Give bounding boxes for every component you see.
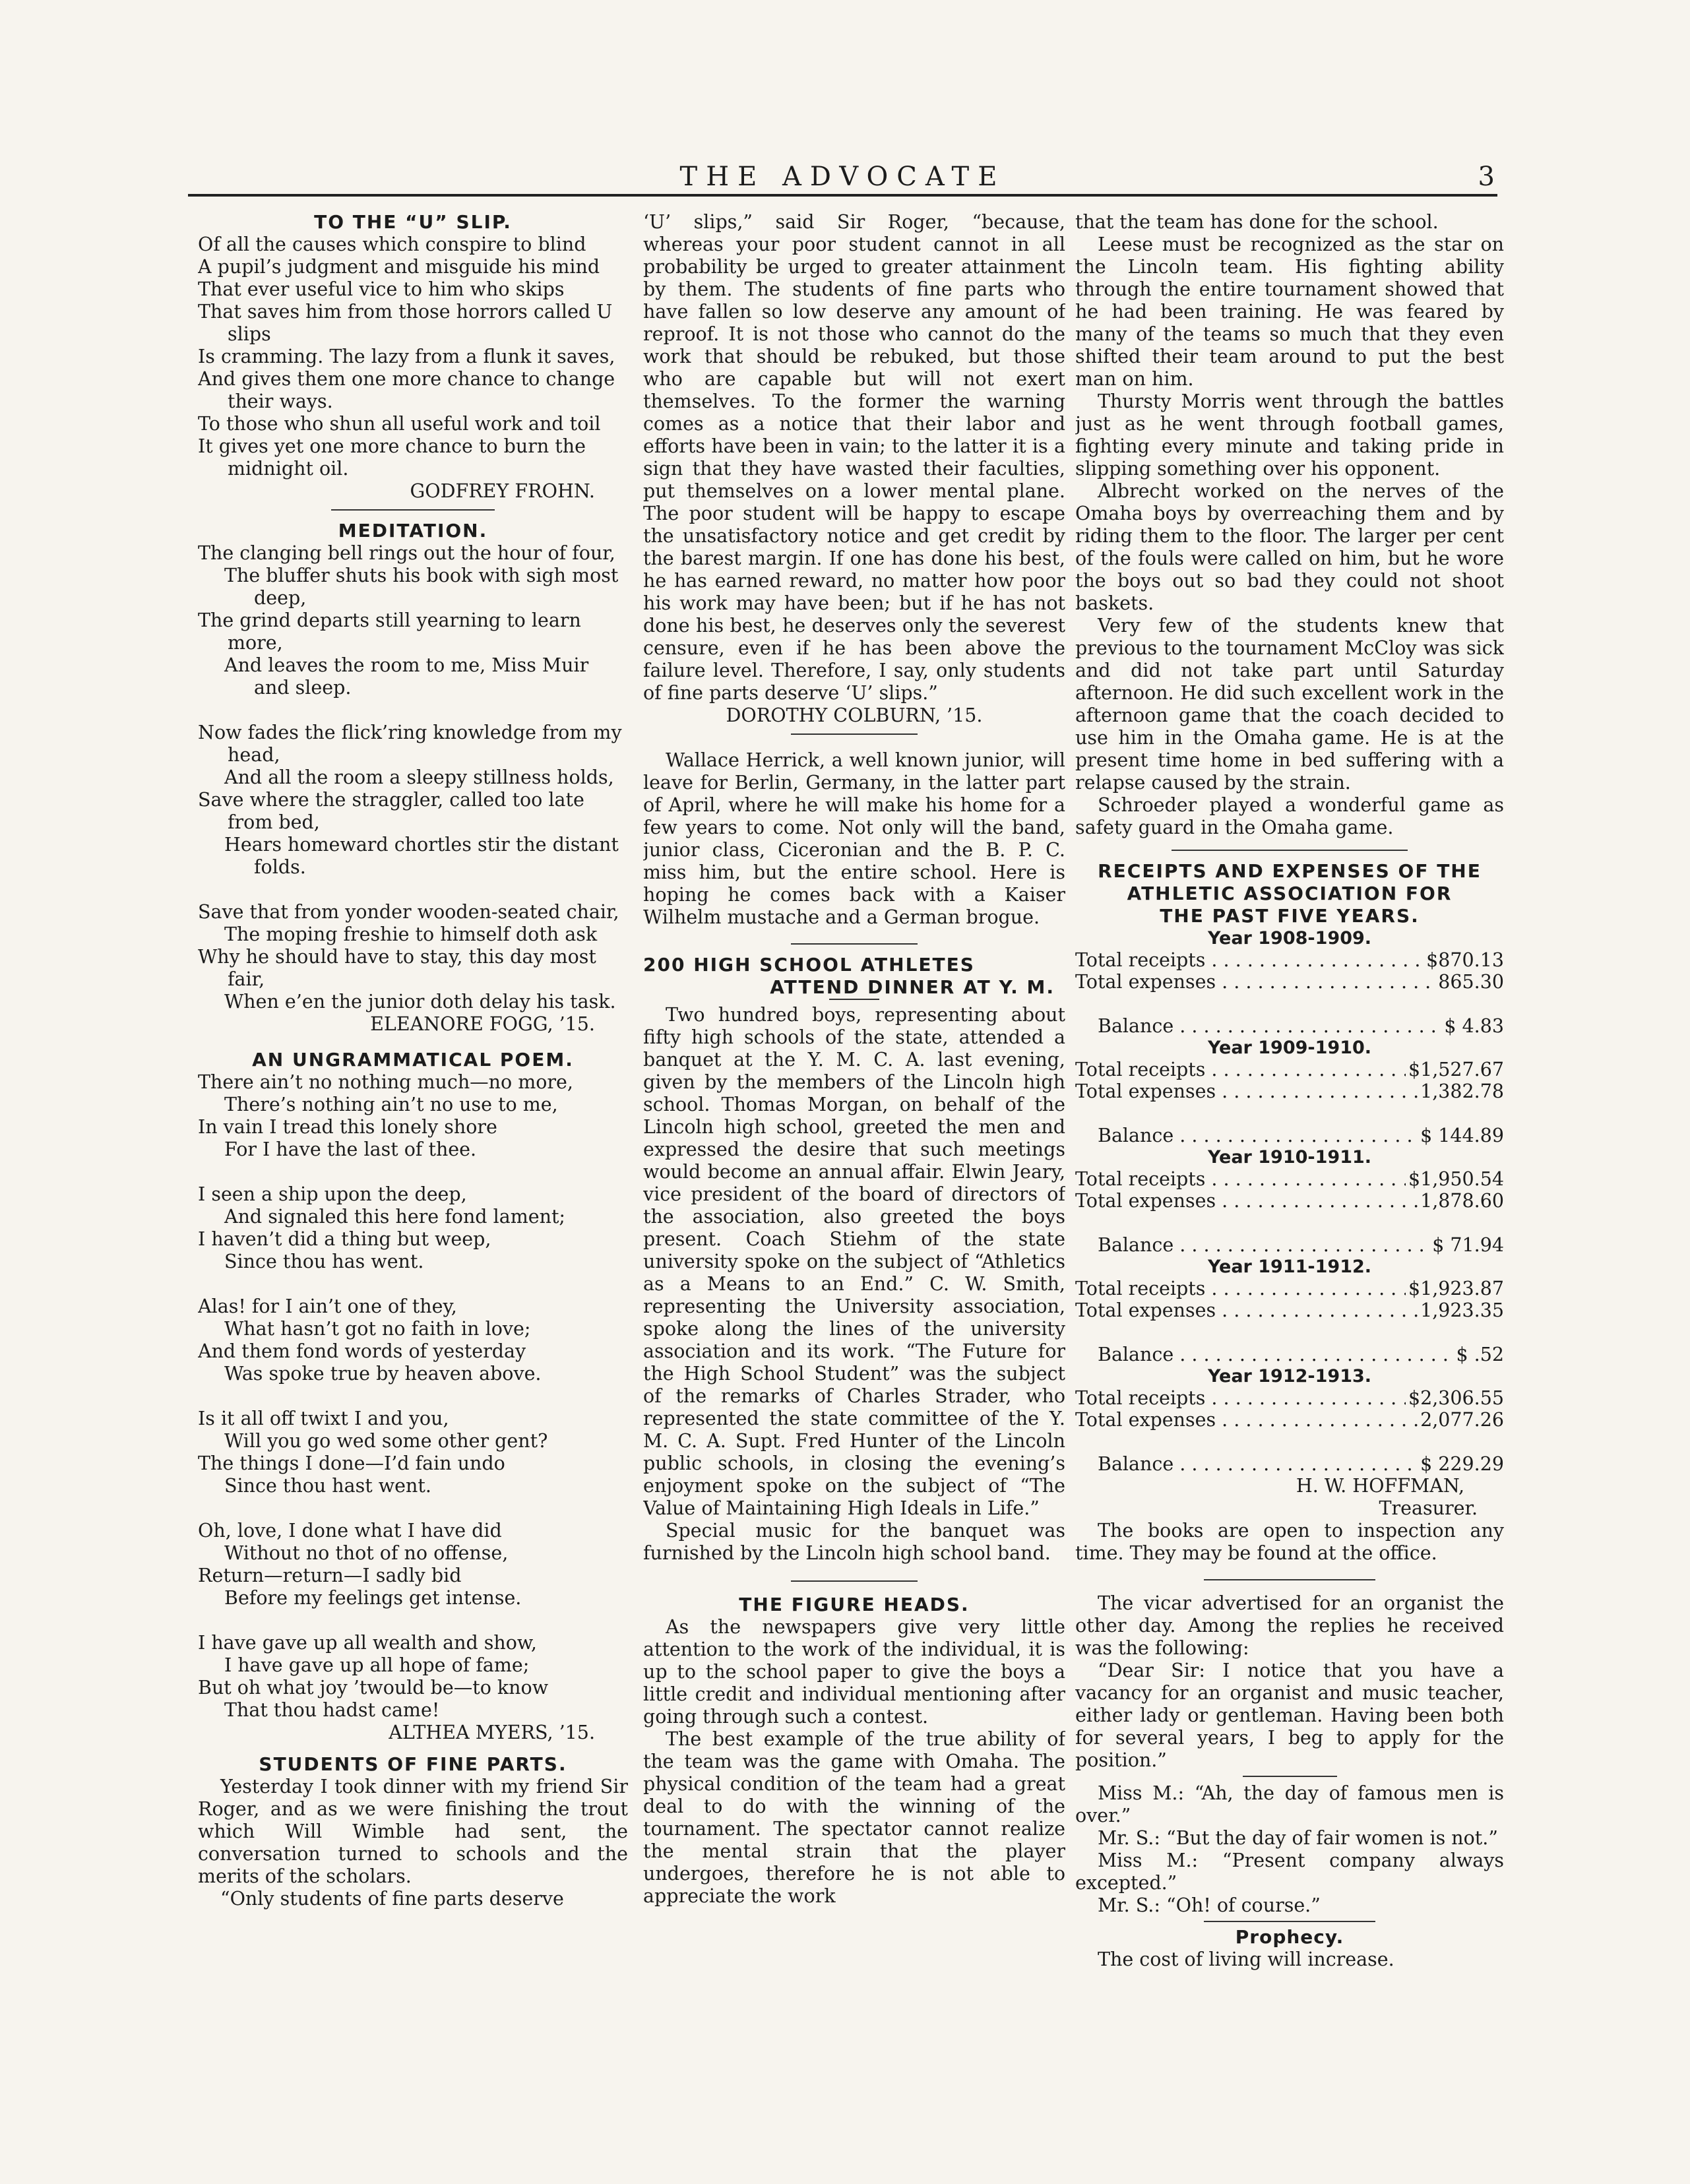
u-slip-title: TO THE “U” SLIP.: [314, 211, 512, 233]
year-heading: Year 1909-1910.: [1207, 1038, 1372, 1058]
divider: [1243, 1776, 1337, 1777]
receipts-amount: $2,306.55: [1408, 1387, 1504, 1409]
athletes-paragraph: Two hundred boys, representing about fifty high schools of the state, attended a banquet at the Y. M. C. A. last evening, given by the members of the Lincoln high school. Thomas Morgan, on behalf of the Lincoln high school, greeted the men and expressed the desire that such meetings would become an annual affair. Elwin Jeary, vice president of the board of directors of the association, also greeted the boys present. Coach Stiehm of the state university spoke on the subject of “Athletics as a Means to an End.” C. W. Smith, representing the University association, spoke along the lines of the university association and its work. “The Future for the High School Student” was the subject of the remarks of Charles Strader, who represented the state committee of the Y. M. C. A. Supt. Fred Hunter of the Lincoln public schools, in closing the evening’s enjoyment spoke on the subject of “The Value of Maintaining High Ideals in Life.”: [643, 1004, 1065, 1519]
expenses-label: Total expenses . . .: [1075, 1190, 1418, 1212]
poem-line: And them fond words of yesterday: [198, 1340, 526, 1362]
page-number: 3: [1478, 162, 1495, 192]
poem-line: And leaves the room to me, Miss Muir and sleep.: [224, 654, 589, 699]
balance-row: [1098, 1344, 1504, 1365]
balance-row: [1098, 1125, 1504, 1146]
herrick-paragraph: Wallace Herrick, a well known junior, will leave for Berlin, Germany, in the latter part of April, where he will make his home for a few years to come. Not only will the band, junior class, Ciceronian and the B. P. C. miss him, but the entire school. Here is hoping he comes back with a Kaiser Wilhelm mustache and a German brogue.: [643, 749, 1065, 928]
poem-line: To those who shun all useful work and toil: [198, 413, 601, 435]
poem-line: For I have the last of thee.: [224, 1139, 477, 1160]
balance-label: Balance . . .: [1098, 1015, 1441, 1037]
dialogue-line: Mr. S.: “Oh! of course.”: [1098, 1894, 1321, 1916]
poem-line: Save where the straggler, called too late from bed,: [198, 789, 584, 833]
vicar-paragraph: The vicar advertised for an organist the other day. Among the replies he received was the following:: [1075, 1592, 1504, 1659]
balance-row: [1098, 1234, 1504, 1256]
receipts-amount: $1,950.54: [1408, 1168, 1504, 1190]
balance-row: [1098, 1453, 1504, 1475]
receipts-title: [1075, 860, 1504, 927]
balance-label: Balance . . .: [1098, 1234, 1429, 1256]
mccloy-paragraph: Very few of the students knew that previous to the tournament McCloy was sick and did not take part until Saturday afternoon. He did such excellent work in the afternoon game that the coach decided to use him in the Omaha game. He is at the present time home in bed suffering with a relapse caused by the strain.: [1075, 615, 1504, 794]
year-heading: Year 1912-1913.: [1207, 1366, 1372, 1387]
receipts-row: [1075, 1059, 1504, 1080]
receipts-amount: $1,923.87: [1408, 1278, 1504, 1299]
treasurer-name: H. W. HOFFMAN,: [1296, 1475, 1464, 1497]
masthead-title: THE ADVOCATE: [679, 162, 1006, 192]
expenses-row: [1075, 971, 1504, 993]
poem-line: Of all the causes which conspire to blind: [198, 234, 586, 255]
year-block: [1075, 927, 1504, 1037]
poem-line: And signaled this here fond lament;: [224, 1206, 566, 1228]
poem-line: When e’en the junior doth delay his task.: [224, 991, 616, 1013]
expenses-amount: 1,923.35: [1420, 1299, 1504, 1321]
stanza-gap: [198, 1609, 628, 1632]
poem-line: I haven’t did a thing but weep,: [198, 1228, 491, 1250]
poem-line: It gives yet one more chance to burn the midnight oil.: [198, 435, 586, 480]
receipts-table: [1075, 927, 1504, 1475]
poem-line: I seen a ship upon the deep,: [198, 1183, 467, 1205]
year-heading: Year 1911-1912.: [1207, 1257, 1372, 1277]
prophecy-title: Prophecy.: [1235, 1926, 1344, 1948]
poem-line: There ain’t no nothing much—no more,: [198, 1071, 573, 1093]
poem-line: That thou hadst came!: [224, 1699, 440, 1721]
u-slip-author: GODFREY FROHN.: [410, 480, 595, 502]
year-block: [1075, 1256, 1504, 1365]
poem-line: The bluffer shuts his book with sigh most deep,: [224, 565, 619, 609]
treasurer-title: Treasurer.: [1379, 1497, 1478, 1519]
divider: [331, 509, 495, 511]
ungrammatical-poem: [198, 1071, 628, 1722]
divider: [1204, 1921, 1375, 1922]
poem-line: And gives them one more chance to change their ways.: [198, 368, 615, 412]
expenses-label: Total expenses . . .: [1075, 1409, 1418, 1431]
athletes-paragraph: Special music for the banquet was furnished by the Lincoln high school band.: [643, 1520, 1065, 1564]
poem-line: Is it all off twixt I and you,: [198, 1408, 449, 1429]
receipts-label: Total receipts . . .: [1075, 1168, 1406, 1190]
poem-line: And all the room a sleepy stillness holds,: [224, 766, 614, 788]
expenses-amount: 1,878.60: [1420, 1190, 1504, 1212]
athletes-title: [643, 954, 1065, 999]
schroeder-paragraph: Schroeder played a wonderful game as safety guard in the Omaha game.: [1075, 794, 1504, 838]
vicar-letter: “Dear Sir: I notice that you have a vacancy for an organist and music teacher, either lady or gentleman. Having been both for several years, I beg to apply for the position.”: [1075, 1660, 1504, 1771]
expenses-amount: 2,077.26: [1420, 1409, 1504, 1431]
poem-line: A pupil’s judgment and misguide his mind: [198, 256, 600, 278]
fine-parts-paragraph: “Only students of fine parts deserve: [220, 1888, 564, 1910]
poem-line: Now fades the flick’ring knowledge from my head,: [198, 722, 622, 766]
athletes-title-line-2: ATTEND DINNER AT Y. M.: [770, 976, 1055, 998]
expenses-label: Total expenses . . .: [1075, 971, 1435, 993]
athletes-title-line-1: 200 HIGH SCHOOL ATHLETES: [643, 954, 975, 976]
poem-line: The clanging bell rings out the hour of four,: [198, 542, 615, 564]
receipts-row: [1075, 1387, 1504, 1409]
balance-label: Balance . . .: [1098, 1125, 1418, 1146]
figure-heads-continued: that the team has done for the school.: [1075, 211, 1439, 233]
divider: [791, 943, 918, 945]
stanza-gap: [198, 699, 628, 722]
leese-paragraph: Leese must be recognized as the star on the Lincoln team. His fighting ability through the entire tournament showed that he had been training. He was feared by many of the teams so much that they even shifted their team around to put the best man on him.: [1075, 234, 1504, 390]
poem-line: Hears homeward chortles stir the distant folds.: [224, 834, 619, 878]
balance-amount: $ 144.89: [1420, 1125, 1504, 1146]
expenses-row: [1075, 1190, 1504, 1212]
poem-line: Without no thot of no offense,: [224, 1542, 509, 1564]
fine-parts-title: STUDENTS OF FINE PARTS.: [259, 1753, 567, 1775]
expenses-label: Total expenses . . .: [1075, 1299, 1418, 1321]
balance-label: Balance . . .: [1098, 1453, 1418, 1475]
balance-label: Balance . . .: [1098, 1344, 1453, 1365]
receipts-title-line-3: THE PAST FIVE YEARS.: [1160, 905, 1420, 927]
poem-line: Before my feelings get intense.: [224, 1587, 522, 1609]
poem-line: I have gave up all wealth and show,: [198, 1632, 537, 1654]
fine-parts-continued: ‘U’ slips,” said Sir Roger, “because, whereas your poor student cannot in all probability be urged to greater attainment by them. The students of fine parts who have fallen so low deserve any amount of reproof. It is not those who cannot do the work that should be rebuked, but those who are capable but will not exert themselves. To the former the warning comes as a notice that their labor and efforts have been in vain; to the latter it is a sign that they have wasted their faculties, put themselves on a lower mental plane. The poor student will be happy to escape the unsatisfactory notice and get credit by the barest margin. If one has done his best, he has earned reward, no matter how poor his work may have been; but if he has not done his best, he deserves only the severest censure, even if he has been above the failure level. Therefore, I say, only students of fine parts deserve ‘U’ slips.”: [643, 211, 1065, 704]
poem-line: That ever useful vice to him who skips: [198, 278, 565, 300]
dialogue-line: Mr. S.: “But the day of fair women is not.”: [1098, 1827, 1498, 1849]
poem-line: I have gave up all hope of fame;: [224, 1654, 530, 1676]
figure-heads-paragraph: The best example of the true ability of the team was the game with Omaha. The physical condition of the team had a great deal to do with the winning of the tournament. The spectator cannot realize the mental strain that the player undergoes, therefore he is not able to appreciate the work: [643, 1728, 1065, 1907]
figure-heads-title: THE FIGURE HEADS.: [739, 1594, 970, 1615]
poem-line: Is cramming. The lazy from a flunk it saves,: [198, 346, 615, 367]
prophecy-text: The cost of living will increase.: [1098, 1949, 1394, 1970]
meditation-poem: [198, 542, 628, 1013]
dialogue-line: Miss M.: “Ah, the day of famous men is over.”: [1075, 1782, 1504, 1826]
balance-row: [1098, 1015, 1504, 1037]
receipts-row: [1075, 1278, 1504, 1299]
balance-amount: $ 71.94: [1432, 1234, 1504, 1256]
column-1: [198, 211, 628, 2177]
balance-amount: $ .52: [1456, 1344, 1504, 1365]
balance-amount: $ 4.83: [1444, 1015, 1504, 1037]
receipts-title-line-2: ATHLETIC ASSOCIATION FOR: [1127, 883, 1453, 904]
poem-line: Alas! for I ain’t one of they,: [198, 1295, 457, 1317]
expenses-amount: 1,382.78: [1420, 1080, 1504, 1102]
poem-line: That saves him from those horrors called U slips: [198, 301, 613, 345]
year-block: [1075, 1146, 1504, 1256]
poem-line: The things I done—I’d fain undo: [198, 1452, 505, 1474]
year-block: [1075, 1037, 1504, 1146]
year-heading: Year 1908-1909.: [1207, 928, 1372, 949]
divider: [1172, 850, 1408, 851]
column-2: [643, 211, 1065, 2177]
year-heading: Year 1910-1911.: [1207, 1147, 1372, 1168]
receipts-title-line-1: RECEIPTS AND EXPENSES OF THE: [1098, 860, 1482, 882]
books-note: The books are open to inspection any time. They may be found at the office.: [1075, 1520, 1504, 1564]
stanza-gap: [198, 1273, 628, 1295]
receipts-amount: $1,527.67: [1408, 1059, 1504, 1080]
poem-line: Since thou has went.: [224, 1251, 424, 1272]
poem-line: What hasn’t got no faith in love;: [224, 1318, 531, 1340]
column-3: [1075, 211, 1504, 2177]
meditation-author: ELEANORE FOGG, ’15.: [370, 1013, 595, 1035]
year-block: [1075, 1365, 1504, 1475]
divider: [791, 1580, 918, 1582]
receipts-amount: $870.13: [1426, 949, 1504, 971]
receipts-row: [1075, 1168, 1504, 1190]
ungrammatical-author: ALTHEA MYERS, ’15.: [389, 1722, 595, 1743]
u-slip-poem: [198, 234, 628, 480]
fine-parts-author: DOROTHY COLBURN, ’15.: [726, 704, 983, 726]
albrecht-paragraph: Albrecht worked on the nerves of the Omaha boys by overreaching them and by riding them to the floor. The larger per cent of the fouls were called on him, but he wore the boys out so bad they could not shoot baskets.: [1075, 480, 1504, 614]
receipts-label: Total receipts . . .: [1075, 949, 1424, 971]
ungrammatical-title: AN UNGRAMMATICAL POEM.: [252, 1049, 574, 1071]
expenses-row: [1075, 1299, 1504, 1321]
meditation-title: MEDITATION.: [338, 520, 488, 542]
stanza-gap: [198, 1497, 628, 1520]
poem-line: Will you go wed some other gent?: [224, 1430, 548, 1452]
expenses-amount: 865.30: [1438, 971, 1504, 993]
poem-line: In vain I tread this lonely shore: [198, 1116, 497, 1138]
divider: [791, 733, 918, 735]
divider: [829, 999, 880, 1000]
balance-amount: $ 229.29: [1420, 1453, 1504, 1475]
expenses-row: [1075, 1080, 1504, 1102]
stanza-gap: [198, 1161, 628, 1183]
poem-line: Why he should have to stay, this day most fair,: [198, 946, 596, 990]
figure-heads-paragraph: As the newspapers give very little attention to the work of the individual, it is up to the school paper to give the boys a little credit and individual mentioning after going through such a contest.: [643, 1616, 1065, 1728]
poem-line: Was spoke true by heaven above.: [224, 1363, 542, 1385]
receipts-label: Total receipts . . .: [1075, 1387, 1406, 1409]
fine-parts-paragraph: Yesterday I took dinner with my friend Sir Roger, and as we were finishing the trout which Will Wimble had sent, the conversation turned to schools and the merits of the scholars.: [198, 1776, 628, 1887]
poem-line: The grind departs still yearning to learn more,: [198, 609, 581, 654]
divider: [1204, 1579, 1375, 1580]
receipts-label: Total receipts . . .: [1075, 1278, 1406, 1299]
stanza-gap: [198, 1385, 628, 1408]
expenses-label: Total expenses . . .: [1075, 1080, 1418, 1102]
page-header: [188, 160, 1497, 197]
poem-line: Since thou hast went.: [224, 1475, 431, 1497]
expenses-row: [1075, 1409, 1504, 1431]
poem-line: The moping freshie to himself doth ask: [224, 923, 598, 945]
poem-line: Oh, love, I done what I have did: [198, 1520, 502, 1542]
poem-line: Return—return—I sadly bid: [198, 1565, 462, 1586]
receipts-label: Total receipts . . .: [1075, 1059, 1406, 1080]
dialogue-line: Miss M.: “Present company always excepted.”: [1075, 1850, 1504, 1894]
receipts-row: [1075, 949, 1504, 971]
morris-paragraph: Thursty Morris went through the battles just as he went through football games, fighting every minute and taking pride in slipping something over his opponent.: [1075, 390, 1504, 480]
poem-line: There’s nothing ain’t no use to me,: [224, 1094, 558, 1115]
stanza-gap: [198, 879, 628, 901]
poem-line: Save that from yonder wooden-seated chair,: [198, 901, 619, 923]
poem-line: But oh what joy ’twould be—to know: [198, 1677, 549, 1699]
